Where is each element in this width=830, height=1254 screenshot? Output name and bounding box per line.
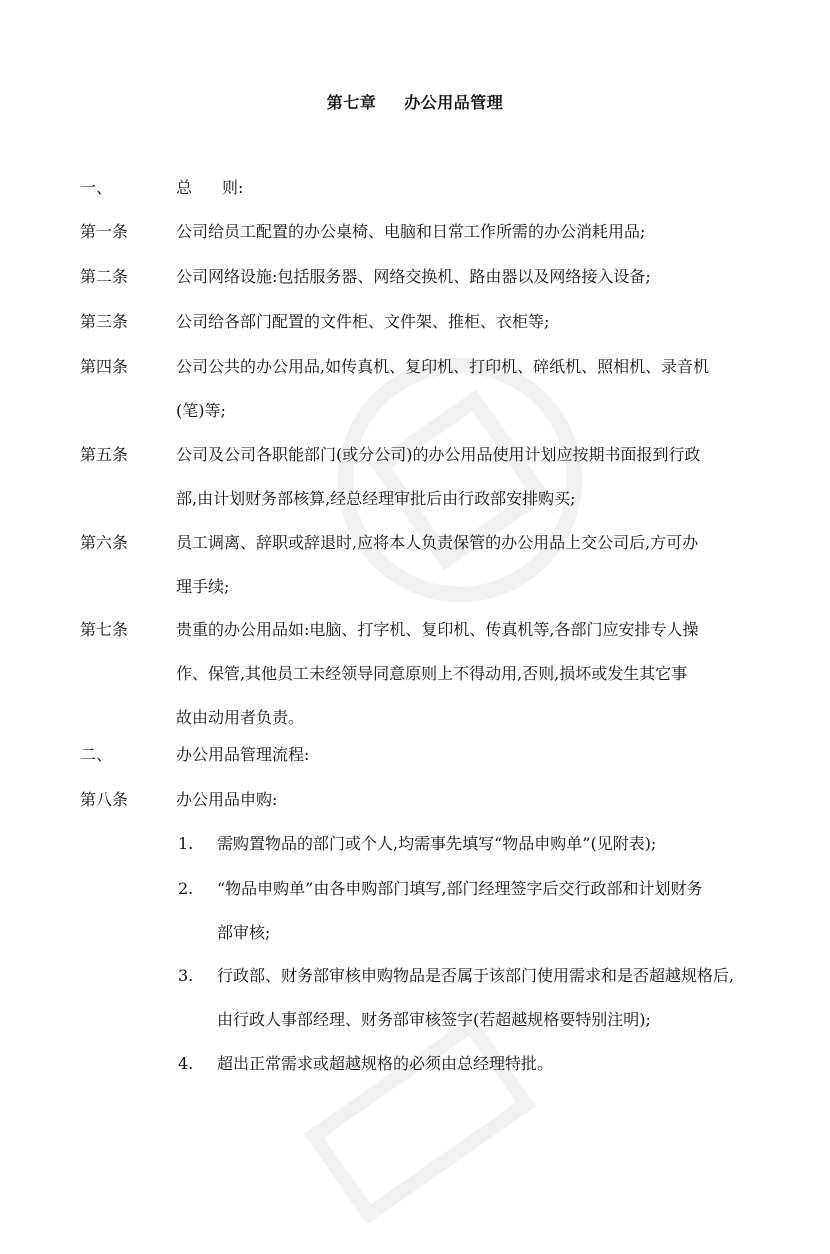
list-item-text-line: 部审核; <box>217 923 271 942</box>
article-body <box>176 433 754 521</box>
list-item-body <box>217 822 757 866</box>
section-heading-a: 总 <box>176 178 193 197</box>
section-number: 一、 <box>80 178 113 197</box>
article-body <box>176 608 754 740</box>
list-item-text-line: 超出正常需求或超越规格的必须由总经理特批。 <box>217 1054 554 1073</box>
article-label: 第一条 <box>80 222 129 241</box>
list-item-text-line: 需购置物品的部门或个人,均需事先填写“物品申购单”(见附表); <box>217 834 657 853</box>
list-item-number: 1. <box>178 834 194 853</box>
article-label: 第五条 <box>80 445 129 464</box>
article-body <box>176 255 754 299</box>
list-item-text-line: 行政部、财务部审核申购物品是否属于该部门使用需求和是否超越规格后, <box>217 966 735 985</box>
article-body <box>176 521 754 609</box>
chapter-name: 办公用品管理 <box>404 93 504 112</box>
section-heading-b: 则: <box>222 178 244 197</box>
article-body <box>176 300 754 344</box>
section-number: 二、 <box>80 745 113 764</box>
list-item-number: 2. <box>178 879 194 898</box>
article-text-line: 贵重的办公用品如:电脑、打字机、复印机、传真机等,各部门应安排专人操 <box>176 620 699 639</box>
article-text-line: 公司网络设施:包括服务器、网络交换机、路由器以及网络接入设备; <box>176 267 651 286</box>
article-text-line: 作、保管,其他员工未经领导同意原则上不得动用,否则,损坏或发生其它事 <box>176 664 688 683</box>
list-item-text-line: 由行政人事部经理、财务部审核签字(若超越规格要特别注明); <box>217 1010 651 1029</box>
chapter-number: 第七章 <box>326 93 377 112</box>
article-text-line: 公司给员工配置的办公桌椅、电脑和日常工作所需的办公消耗用品; <box>176 222 646 241</box>
chapter-title <box>0 90 830 113</box>
article-text-line: 部,由计划财务部核算,经总经理审批后由行政部安排购买; <box>176 489 576 508</box>
article-label: 第三条 <box>80 312 129 331</box>
list-item-body <box>217 867 757 955</box>
article-body <box>176 210 754 254</box>
list-item-body <box>217 954 757 1042</box>
article-label: 第四条 <box>80 357 129 376</box>
article-heading: 办公用品申购: <box>176 790 278 809</box>
article-text-line: 故由动用者负责。 <box>176 708 305 727</box>
list-item-number: 4. <box>178 1054 194 1073</box>
article-label: 第八条 <box>80 790 129 809</box>
article-text-line: (笔)等; <box>176 401 226 420</box>
article-label: 第七条 <box>80 620 129 639</box>
list-item-text-line: “物品申购单”由各申购部门填写,部门经理签字后交行政部和计划财务 <box>217 879 703 898</box>
article-body <box>176 345 754 433</box>
article-label: 第六条 <box>80 533 129 552</box>
article-text-line: 公司及公司各职能部门(或分公司)的办公用品使用计划应按期书面报到行政 <box>176 445 701 464</box>
section-heading: 办公用品管理流程: <box>176 745 310 764</box>
article-text-line: 公司公共的办公用品,如传真机、复印机、打印机、碎纸机、照相机、录音机 <box>176 357 710 376</box>
list-item-body <box>217 1042 757 1086</box>
list-item-number: 3. <box>178 966 194 985</box>
article-text-line: 公司给各部门配置的文件柜、文件架、推柜、衣柜等; <box>176 312 550 331</box>
article-text-line: 员工调离、辞职或辞退时,应将本人负责保管的办公用品上交公司后,方可办 <box>176 533 699 552</box>
article-text-line: 理手续; <box>176 577 230 596</box>
article-label: 第二条 <box>80 267 129 286</box>
